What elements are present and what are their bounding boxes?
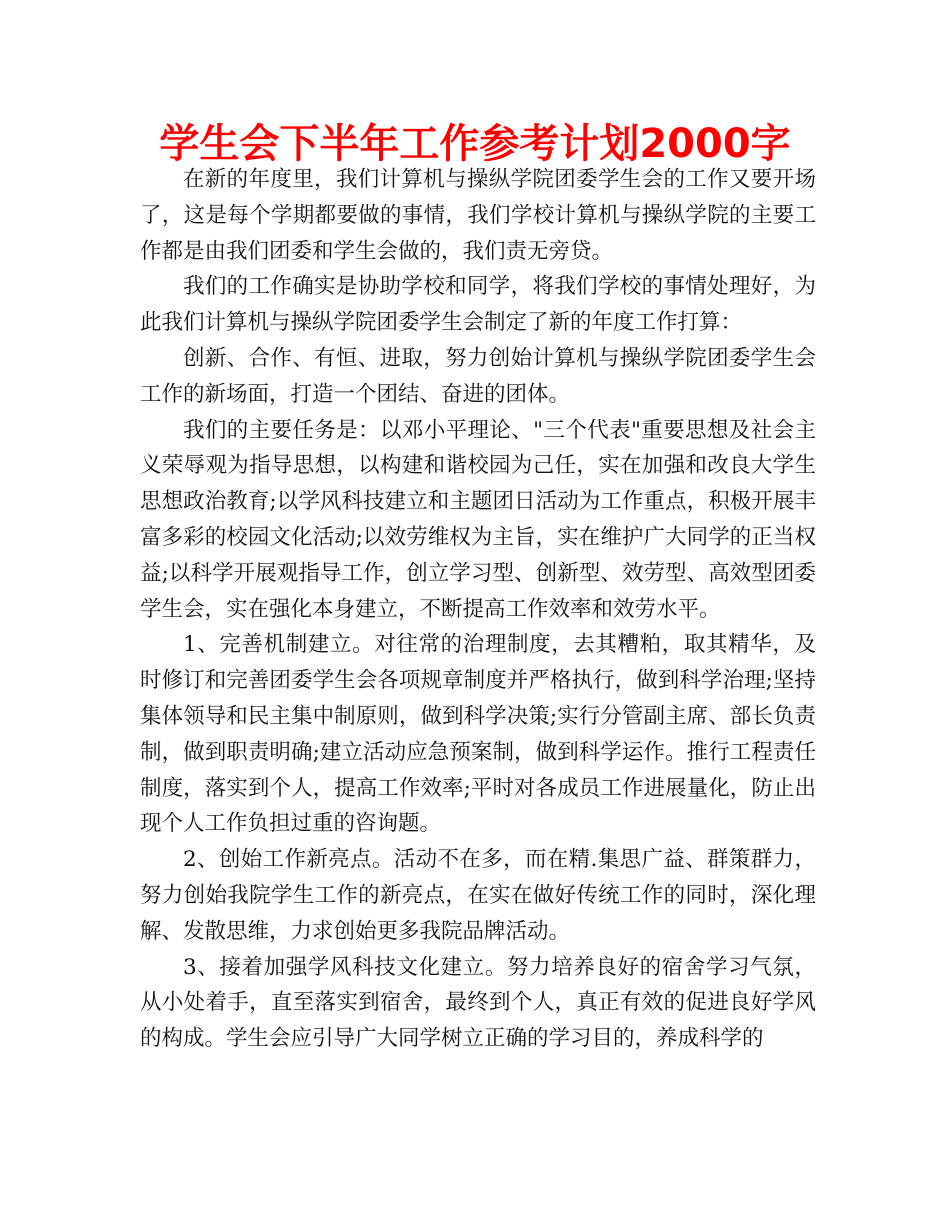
paragraph: 我们的主要任务是：以邓小平理论、"三个代表"重要思想及社会主义荣辱观为指导思想，以构建和谐校园为己任，实在加强和改良大学生思想政治教育;以学风科技建立和主题团日活动为工作重点，积极开展丰富多彩的校园文化活动;以效劳维权为主旨，实在维护广大同学的正当权益;以科学开展观指导工作，创立学习型、创新型、效劳型、高效型团委学生会，实在强化本身建立，不断提高工作效率和效劳水平。 <box>140 417 816 622</box>
paragraph: 2、创始工作新亮点。活动不在多，而在精.集思广益、群策群力，努力创始我院学生工作的新亮点，在实在做好传统工作的同时，深化理解、发散思维，力求创始更多我院品牌活动。 <box>140 847 816 944</box>
paragraph: 我们的工作确实是协助学校和同学，将我们学校的事情处理好，为此我们计算机与操纵学院团委学生会制定了新的年度工作打算： <box>140 274 816 336</box>
paragraph: 在新的年度里，我们计算机与操纵学院团委学生会的工作又要开场了，这是每个学期都要做的事情，我们学校计算机与操纵学院的主要工作都是由我们团委和学生会做的，我们责无旁贷。 <box>140 167 816 264</box>
document-body <box>140 162 816 1057</box>
paragraph: 3、接着加强学风科技文化建立。努力培养良好的宿舍学习气氛，从小处着手，直至落实到宿舍，最终到个人，真正有效的促进良好学风的构成。学生会应引导广大同学树立正确的学习目的，养成科学的 <box>140 954 816 1052</box>
paragraph: 创新、合作、有恒、进取，努力创始计算机与操纵学院团委学生会工作的新场面，打造一个团结、奋进的团体。 <box>140 345 816 407</box>
document-title: 学生会下半年工作参考计划2000字 <box>159 121 791 167</box>
paragraph: 1、完善机制建立。对往常的治理制度，去其糟粕，取其精华，及时修订和完善团委学生会各项规章制度并严格执行，做到科学治理;坚持集体领导和民主集中制原则，做到科学决策;实行分管副主席、部长负责制，做到职责明确;建立活动应急预案制，做到科学运作。推行工程责任制度，落实到个人，提高工作效率;平时对各成员工作进展量化，防止出现个人工作负担过重的咨询题。 <box>140 632 816 837</box>
